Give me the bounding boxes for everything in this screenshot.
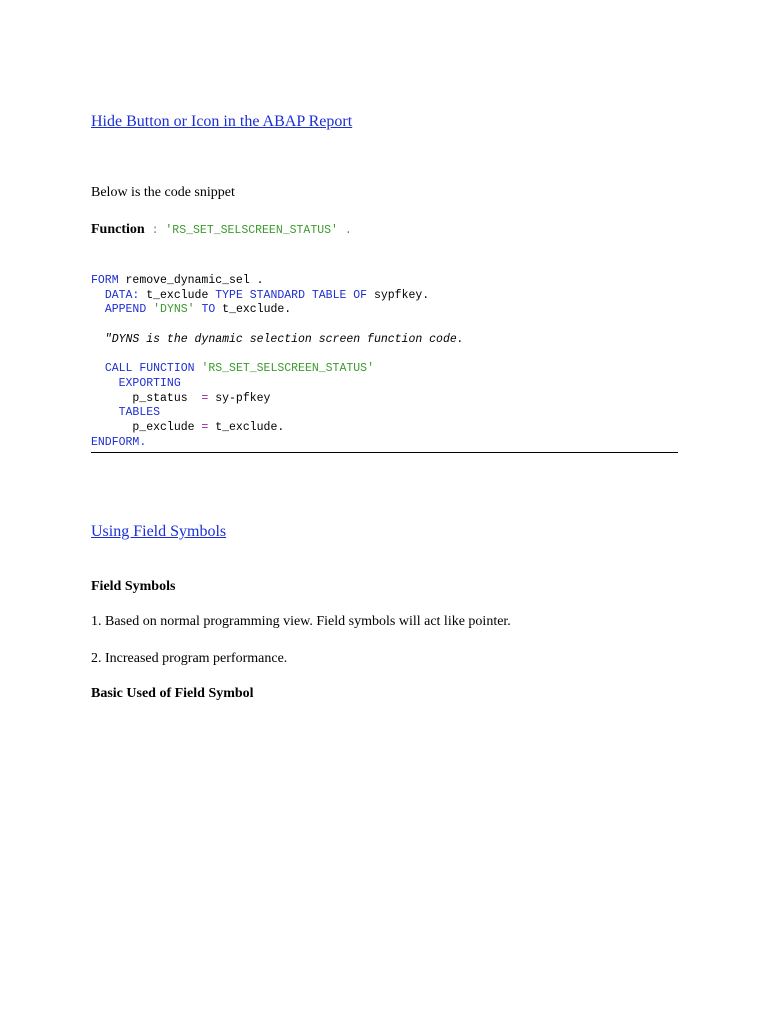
code-line <box>91 392 464 407</box>
code-operator: = <box>201 391 209 405</box>
code-indent <box>91 303 105 316</box>
intro-text: Below is the code snippet <box>91 185 235 200</box>
code-line <box>91 362 464 377</box>
code-line <box>91 436 464 451</box>
code-keyword: ENDFORM <box>91 435 140 449</box>
code-blank-line <box>91 348 464 363</box>
code-line <box>91 333 464 348</box>
code-line <box>91 406 464 421</box>
code-string: 'RS_SET_SELSCREEN_STATUS' <box>201 362 374 376</box>
code-indent <box>91 377 119 390</box>
code-operator: = <box>201 421 209 435</box>
code-keyword: APPEND <box>104 303 147 317</box>
code-keyword: TABLES <box>118 406 161 420</box>
code-line <box>91 289 464 304</box>
field-symbols-heading: Field Symbols <box>91 579 176 594</box>
code-text: t_exclude. <box>208 421 285 435</box>
function-end: . <box>337 224 352 237</box>
code-snippet <box>91 274 464 450</box>
code-indent <box>91 362 105 375</box>
function-separator: : <box>144 224 166 237</box>
code-text: p_exclude <box>91 421 202 435</box>
code-comment: "DYNS is the dynamic selection screen function code. <box>91 332 464 346</box>
code-keyword: DATA: <box>104 288 140 302</box>
section-title-hide-button-link[interactable]: Hide Button or Icon in the ABAP Report <box>91 113 353 130</box>
list-item: 2. Increased program performance. <box>91 651 288 666</box>
code-keyword: CALL FUNCTION <box>104 362 195 376</box>
code-line <box>91 274 464 289</box>
code-text: sy-pfkey <box>208 391 271 405</box>
code-blank-line <box>91 318 464 333</box>
code-keyword: FORM <box>91 274 119 287</box>
code-text: remove_dynamic_sel . <box>118 274 264 287</box>
code-text: t_exclude. <box>215 303 292 317</box>
code-text: . <box>139 435 147 449</box>
code-line <box>91 421 464 436</box>
code-text: p_status <box>91 391 202 405</box>
section-title-field-symbols-link[interactable]: Using Field Symbols <box>91 523 227 540</box>
code-string: 'DYNS' <box>153 303 195 317</box>
function-name: 'RS_SET_SELSCREEN_STATUS' <box>165 224 338 237</box>
code-line <box>91 377 464 392</box>
code-text: t_exclude <box>139 288 216 302</box>
basic-used-heading: Basic Used of Field Symbol <box>91 686 254 701</box>
horizontal-divider <box>91 452 678 453</box>
code-line <box>91 303 464 318</box>
code-indent <box>91 406 119 419</box>
code-keyword: TYPE STANDARD TABLE OF <box>215 288 368 302</box>
code-indent <box>91 289 105 302</box>
list-item: 1. Based on normal programming view. Field symbols will act like pointer. <box>91 614 511 629</box>
function-line <box>91 222 352 238</box>
code-keyword: EXPORTING <box>118 376 181 390</box>
code-text: sypfkey. <box>367 288 430 302</box>
code-keyword: TO <box>201 303 216 317</box>
function-label: Function <box>91 222 145 237</box>
